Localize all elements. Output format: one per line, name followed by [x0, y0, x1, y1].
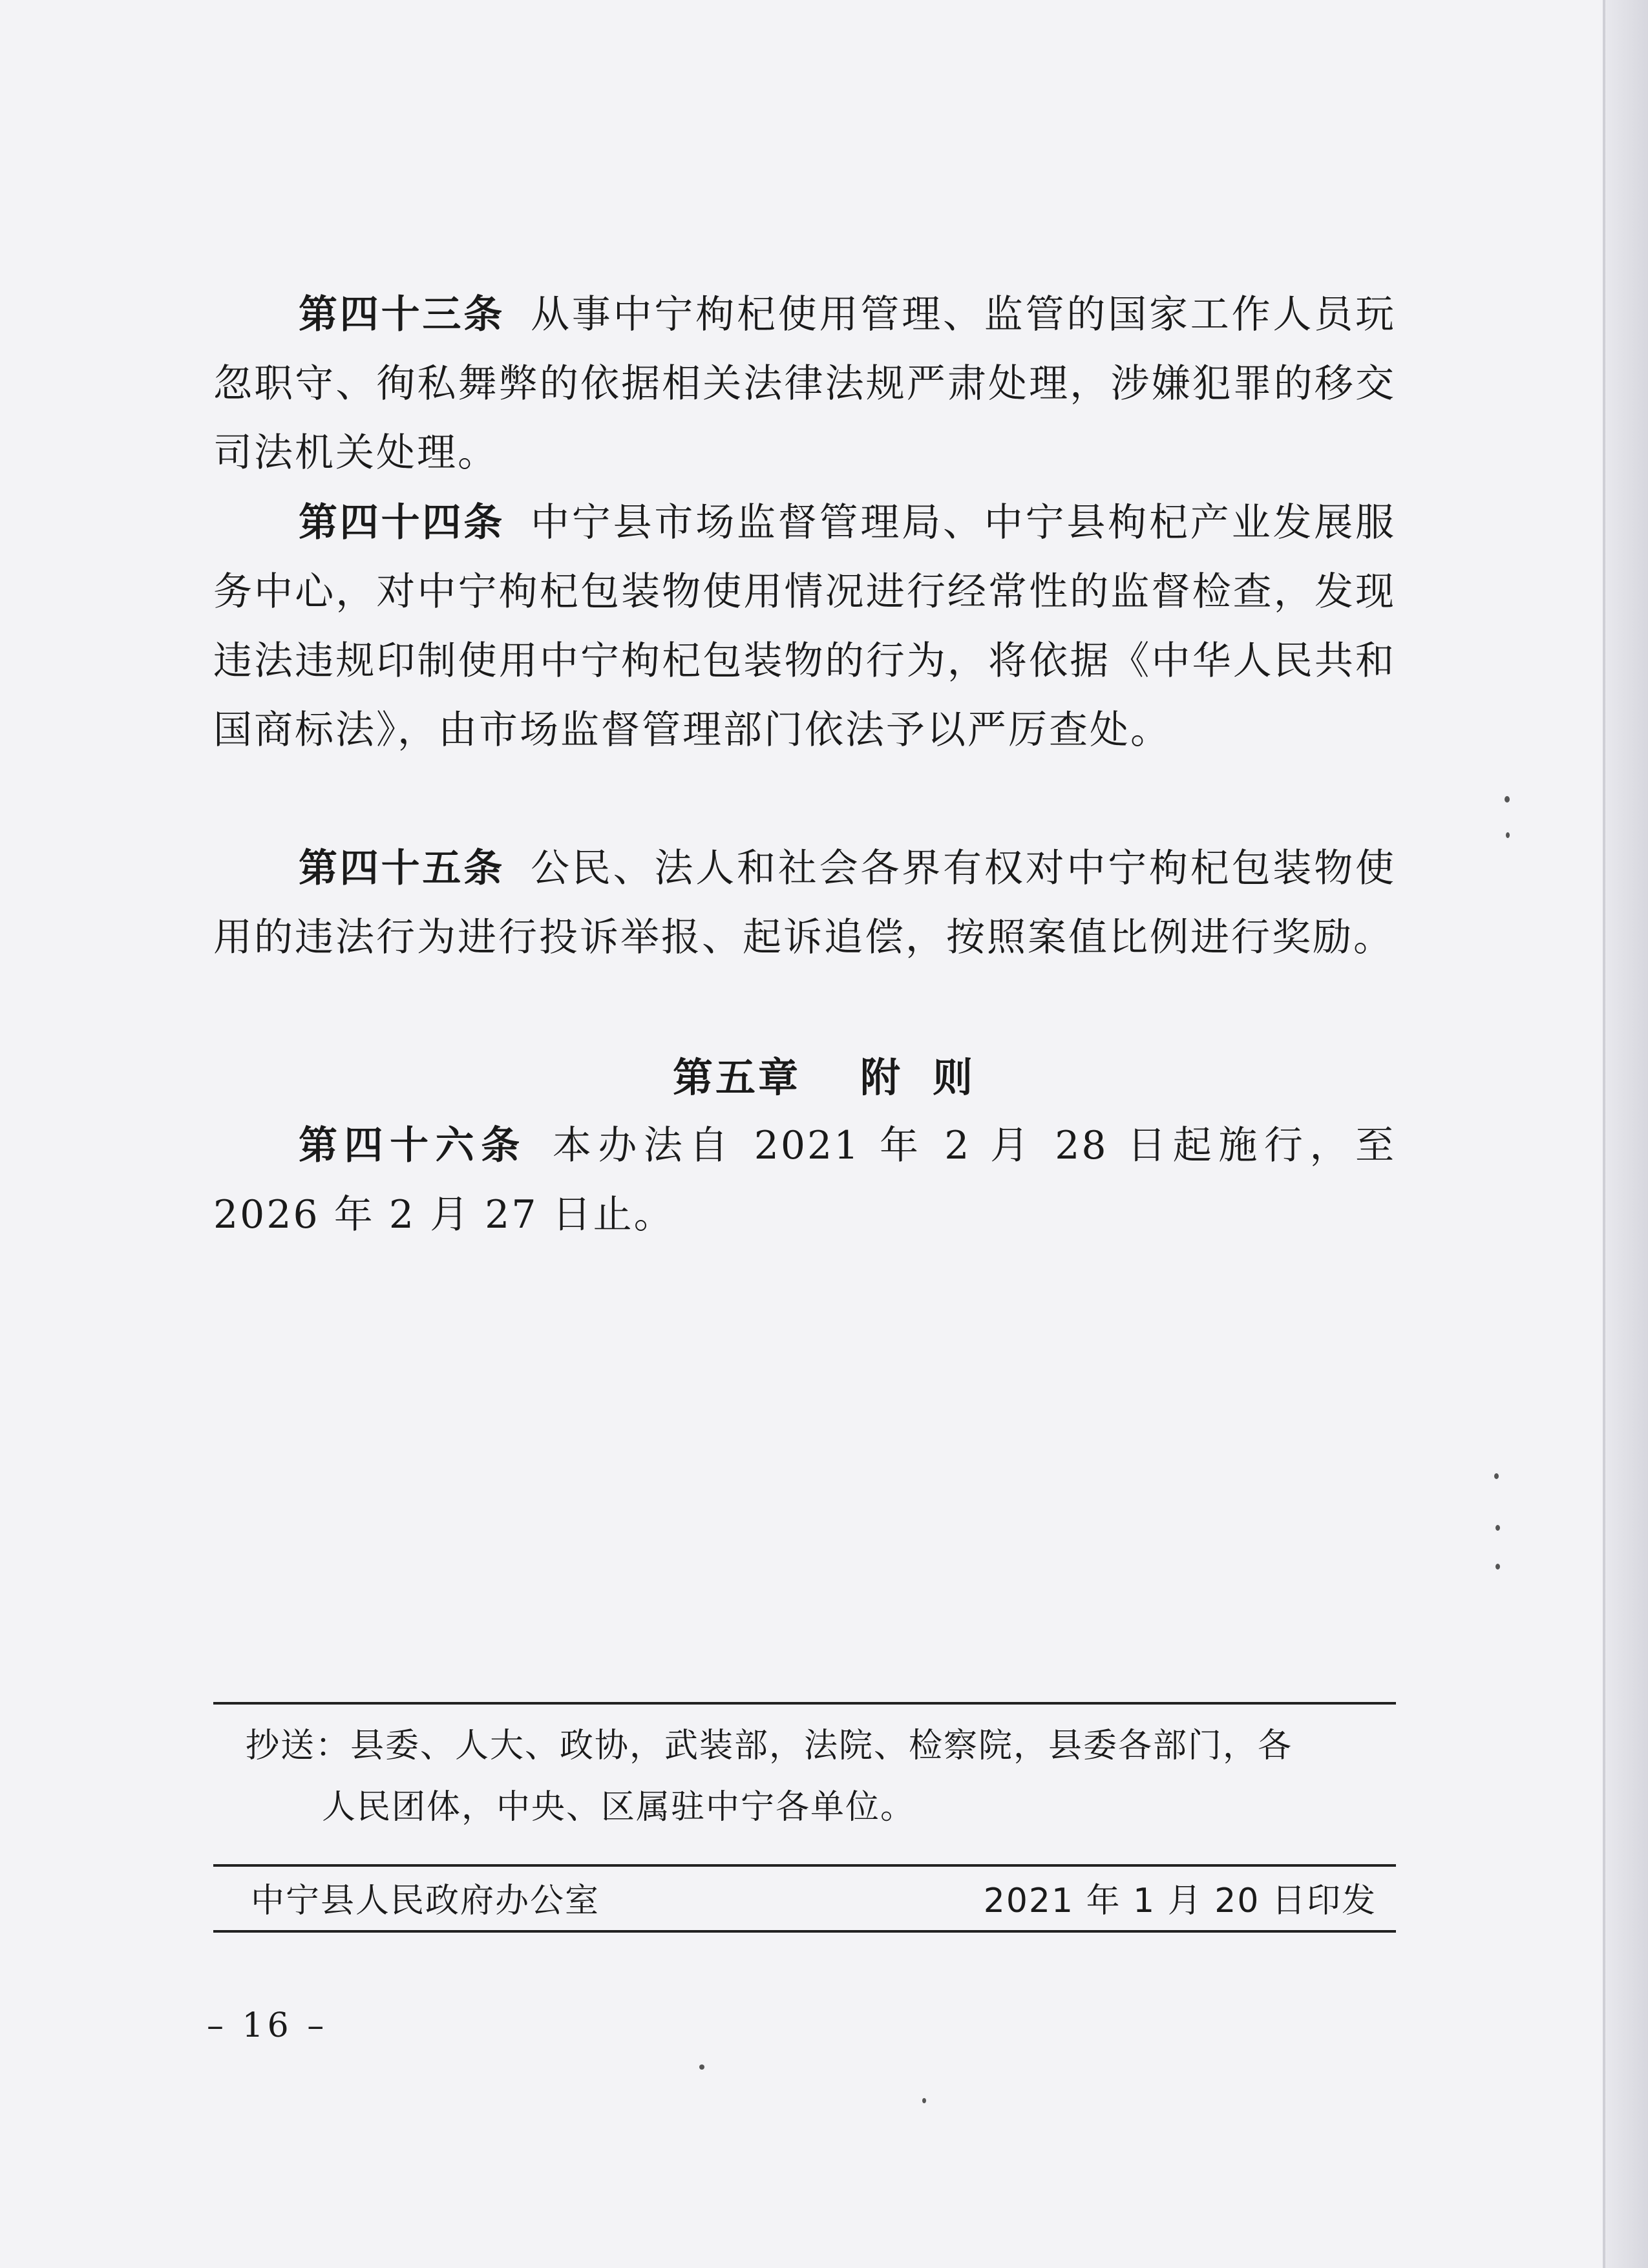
article-45-text: 公民、法人和社会各界有权对中宁枸杞包装物使用的违法行为进行投诉举报、起诉追偿，按照案值比例进行奖励。 [213, 846, 1396, 960]
scan-speck [1506, 832, 1510, 838]
distribution-line-2: 人民团体，中央、区属驻中宁各单位。 [322, 1788, 916, 1827]
article-43-text: 从事中宁枸杞使用管理、监管的国家工作人员玩忽职守、徇私舞弊的依据相关法律法规严肃处理，涉嫌犯罪的移交司法机关处理。 [213, 292, 1396, 476]
scan-speck [699, 2064, 704, 2070]
article-45 [213, 834, 1396, 972]
issuing-office: 中宁县人民政府办公室 [251, 1882, 600, 1920]
scan-speck [922, 2098, 926, 2103]
chapter-heading [0, 1043, 1648, 1112]
article-46-text: 本办法自 2021 年 2 月 28 日起施行，至 2026 年 2 月 27 日止。 [213, 1123, 1397, 1237]
article-43 [213, 280, 1396, 488]
article-46-label: 第四十六条 [299, 1123, 527, 1168]
article-46 [213, 1111, 1396, 1250]
divider-top [213, 1702, 1396, 1705]
scan-speck [1495, 1564, 1500, 1570]
article-45-label: 第四十五条 [299, 846, 505, 891]
scan-speck [1494, 1473, 1499, 1479]
divider-bottom [213, 1930, 1396, 1933]
issue-date: 2021 年 1 月 20 日印发 [983, 1882, 1377, 1920]
divider-middle [213, 1864, 1396, 1867]
distribution-line-1: 抄送：县委、人大、政协，武装部，法院、检察院，县委各部门，各 [246, 1727, 1293, 1765]
distribution-list [246, 1716, 1396, 1838]
article-44 [213, 488, 1396, 765]
chapter-title-part1: 附 [860, 1054, 903, 1101]
page-number: – 16 – [207, 2006, 328, 2045]
scan-speck [1495, 1525, 1500, 1531]
scan-speck [1505, 796, 1510, 803]
chapter-title-part2: 则 [933, 1054, 976, 1101]
article-44-text: 中宁县市场监督管理局、中宁县枸杞产业发展服务中心，对中宁枸杞包装物使用情况进行经常性的监督检查，发现违法违规印制使用中宁枸杞包装物的行为，将依据《中华人民共和国商标法》，由市场监督管理部门依法予以严厉查处。 [213, 500, 1396, 753]
chapter-number: 第五章 [672, 1054, 801, 1101]
article-43-label: 第四十三条 [299, 292, 505, 337]
article-44-label: 第四十四条 [299, 500, 505, 545]
scan-edge [1603, 0, 1648, 2268]
scan-edge-line [1603, 0, 1605, 2268]
